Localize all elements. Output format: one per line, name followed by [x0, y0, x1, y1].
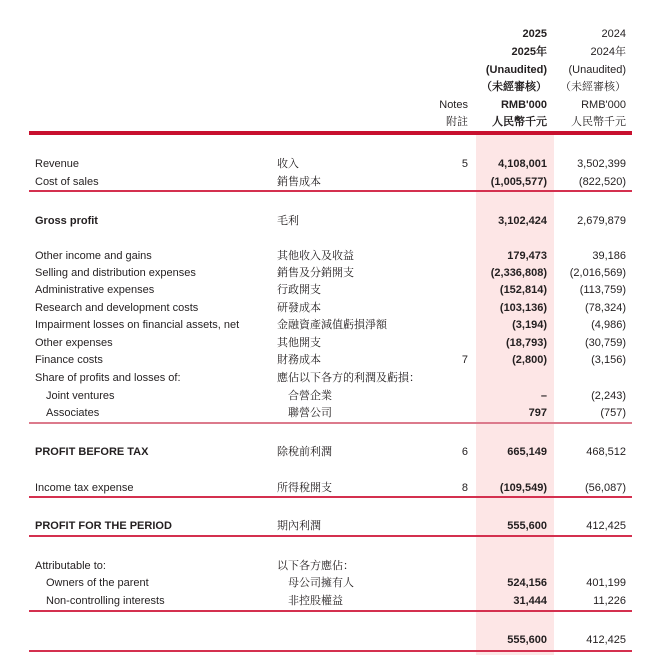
row-value-2024: 2,679,879 — [577, 215, 626, 227]
row-label-en: Other income and gains — [35, 250, 152, 262]
row-label-zh: 合營企業 — [288, 390, 332, 402]
row-label-en: Other expenses — [35, 337, 113, 349]
rule — [29, 190, 632, 192]
row-label-zh: 非控股權益 — [288, 595, 343, 607]
row-label-zh: 期內利潤 — [277, 520, 321, 532]
row-cost-of-sales — [0, 174, 671, 190]
rule — [29, 610, 632, 612]
row-value-2024: (822,520) — [578, 176, 626, 188]
row-label-zh: 銷售成本 — [277, 176, 321, 188]
header-2024-status-zh: （未經審核） — [560, 81, 626, 93]
header-notes-zh: 附註 — [446, 116, 468, 128]
row-label-zh: 金融資產減值虧損淨額 — [277, 319, 387, 331]
row-label-en: Share of profits and losses of: — [35, 372, 181, 384]
row-profit-for-period — [0, 518, 671, 534]
row-label-en: Non-controlling interests — [46, 595, 165, 607]
header-2025-status-zh: （未經審核） — [481, 81, 547, 93]
row-label-zh: 財務成本 — [277, 354, 321, 366]
row-impairment-losses — [0, 317, 671, 333]
row-label-en: Finance costs — [35, 354, 103, 366]
row-value-2024: 3,502,399 — [577, 158, 626, 170]
row-label-zh: 行政開支 — [277, 284, 321, 296]
row-income-tax — [0, 480, 671, 496]
row-label-zh: 其他開支 — [277, 337, 321, 349]
row-value-2024: (78,324) — [585, 302, 626, 314]
row-value-2024: (4,986) — [591, 319, 626, 331]
row-value-2024: (2,243) — [591, 390, 626, 402]
row-attributable-to — [0, 558, 671, 574]
row-label-en: Cost of sales — [35, 176, 99, 188]
row-value-2024: 11,226 — [593, 595, 626, 607]
row-value-2024: (2,016,569) — [569, 267, 626, 279]
rule — [29, 422, 632, 424]
row-value-2024: (56,087) — [585, 482, 626, 494]
row-gross-profit — [0, 213, 671, 229]
row-label-en: Associates — [46, 407, 100, 419]
row-label-en: Research and development costs — [35, 302, 199, 314]
row-value-2024: 401,199 — [586, 577, 626, 589]
row-owners-of-parent — [0, 575, 671, 591]
row-value-2025: 4,108,001 — [498, 158, 547, 170]
row-label-en: Selling and distribution expenses — [35, 267, 196, 279]
row-value-2025: 555,600 — [507, 520, 547, 532]
row-share-of-profits — [0, 370, 671, 386]
header-2025-unit-zh: 人民幣千元 — [492, 116, 547, 128]
header-2025-year: 2025 — [522, 28, 547, 40]
row-value-2025: – — [540, 390, 547, 402]
row-administrative — [0, 282, 671, 298]
row-label-zh: 研發成本 — [277, 302, 321, 314]
header-2025-unit: RMB'000 — [500, 99, 547, 111]
row-value-2025: (103,136) — [499, 302, 547, 314]
row-total — [0, 632, 671, 648]
header-2024-unit-zh: 人民幣千元 — [571, 116, 626, 128]
rule — [29, 535, 632, 537]
row-value-2025: (152,814) — [499, 284, 547, 296]
row-label-en: PROFIT FOR THE PERIOD — [35, 520, 172, 532]
row-selling-distribution — [0, 265, 671, 281]
row-value-2025: (2,336,808) — [490, 267, 547, 279]
row-value-2025: (18,793) — [506, 337, 547, 349]
row-note: 6 — [461, 446, 468, 458]
header-2024-year-zh: 2024年 — [590, 46, 626, 58]
header-2024-unit: RMB'000 — [581, 99, 626, 111]
row-label-zh: 所得稅開支 — [277, 482, 332, 494]
row-non-controlling — [0, 593, 671, 609]
header-2025-status: (Unaudited) — [485, 64, 547, 76]
row-value-2024: 468,512 — [586, 446, 626, 458]
row-other-expenses — [0, 335, 671, 351]
row-label-en: Owners of the parent — [46, 577, 149, 589]
row-label-en: Revenue — [35, 158, 80, 170]
row-value-2024: (3,156) — [591, 354, 626, 366]
row-research-development — [0, 300, 671, 316]
header-rule — [29, 131, 632, 135]
row-associates — [0, 405, 671, 421]
row-joint-ventures — [0, 388, 671, 404]
row-value-2024: 412,425 — [586, 634, 626, 646]
row-label-zh: 除稅前利潤 — [277, 446, 332, 458]
row-label-en: Joint ventures — [46, 390, 115, 402]
row-label-zh: 銷售及分銷開支 — [277, 267, 354, 279]
row-value-2024: (30,759) — [585, 337, 626, 349]
row-profit-before-tax — [0, 444, 671, 460]
row-note: 8 — [461, 482, 468, 494]
row-label-en: Gross profit — [35, 215, 98, 227]
row-label-zh: 毛利 — [277, 215, 299, 227]
row-value-2025: 179,473 — [507, 250, 547, 262]
header-notes: Notes — [439, 99, 468, 111]
row-value-2024: 39,186 — [592, 250, 626, 262]
row-value-2024: (113,759) — [579, 284, 626, 296]
row-value-2025: 797 — [528, 407, 547, 419]
row-label-zh: 應佔以下各方的利潤及虧損： — [277, 372, 420, 384]
row-label-zh: 母公司擁有人 — [288, 577, 354, 589]
row-label-en: Attributable to: — [35, 560, 106, 572]
row-revenue — [0, 156, 671, 172]
row-label-en: Impairment losses on financial assets, net — [35, 319, 240, 331]
row-value-2025: 555,600 — [507, 634, 547, 646]
row-value-2025: (3,194) — [512, 319, 547, 331]
header-2025-year-zh: 2025年 — [511, 46, 547, 58]
row-note: 5 — [461, 158, 468, 170]
row-label-zh: 其他收入及收益 — [277, 250, 354, 262]
row-value-2025: (2,800) — [512, 354, 547, 366]
row-value-2025: 524,156 — [507, 577, 547, 589]
row-label-en: Income tax expense — [35, 482, 134, 494]
rule — [29, 496, 632, 498]
row-value-2024: 412,425 — [586, 520, 626, 532]
row-finance-costs — [0, 352, 671, 368]
row-other-income — [0, 248, 671, 264]
header-2024-status: (Unaudited) — [568, 64, 626, 76]
row-value-2025: 3,102,424 — [498, 215, 547, 227]
row-note: 7 — [461, 354, 468, 366]
rule — [29, 650, 632, 652]
row-label-zh: 收入 — [277, 158, 299, 170]
row-value-2025: (109,549) — [499, 482, 547, 494]
row-value-2025: (1,005,577) — [490, 176, 547, 188]
row-value-2024: (757) — [600, 407, 626, 419]
row-label-en: Administrative expenses — [35, 284, 155, 296]
header-2024-year: 2024 — [601, 28, 626, 40]
row-label-zh: 聯營公司 — [288, 407, 332, 419]
row-value-2025: 665,149 — [507, 446, 547, 458]
row-label-en: PROFIT BEFORE TAX — [35, 446, 149, 458]
row-value-2025: 31,444 — [513, 595, 547, 607]
row-label-zh: 以下各方應佔： — [277, 560, 354, 572]
